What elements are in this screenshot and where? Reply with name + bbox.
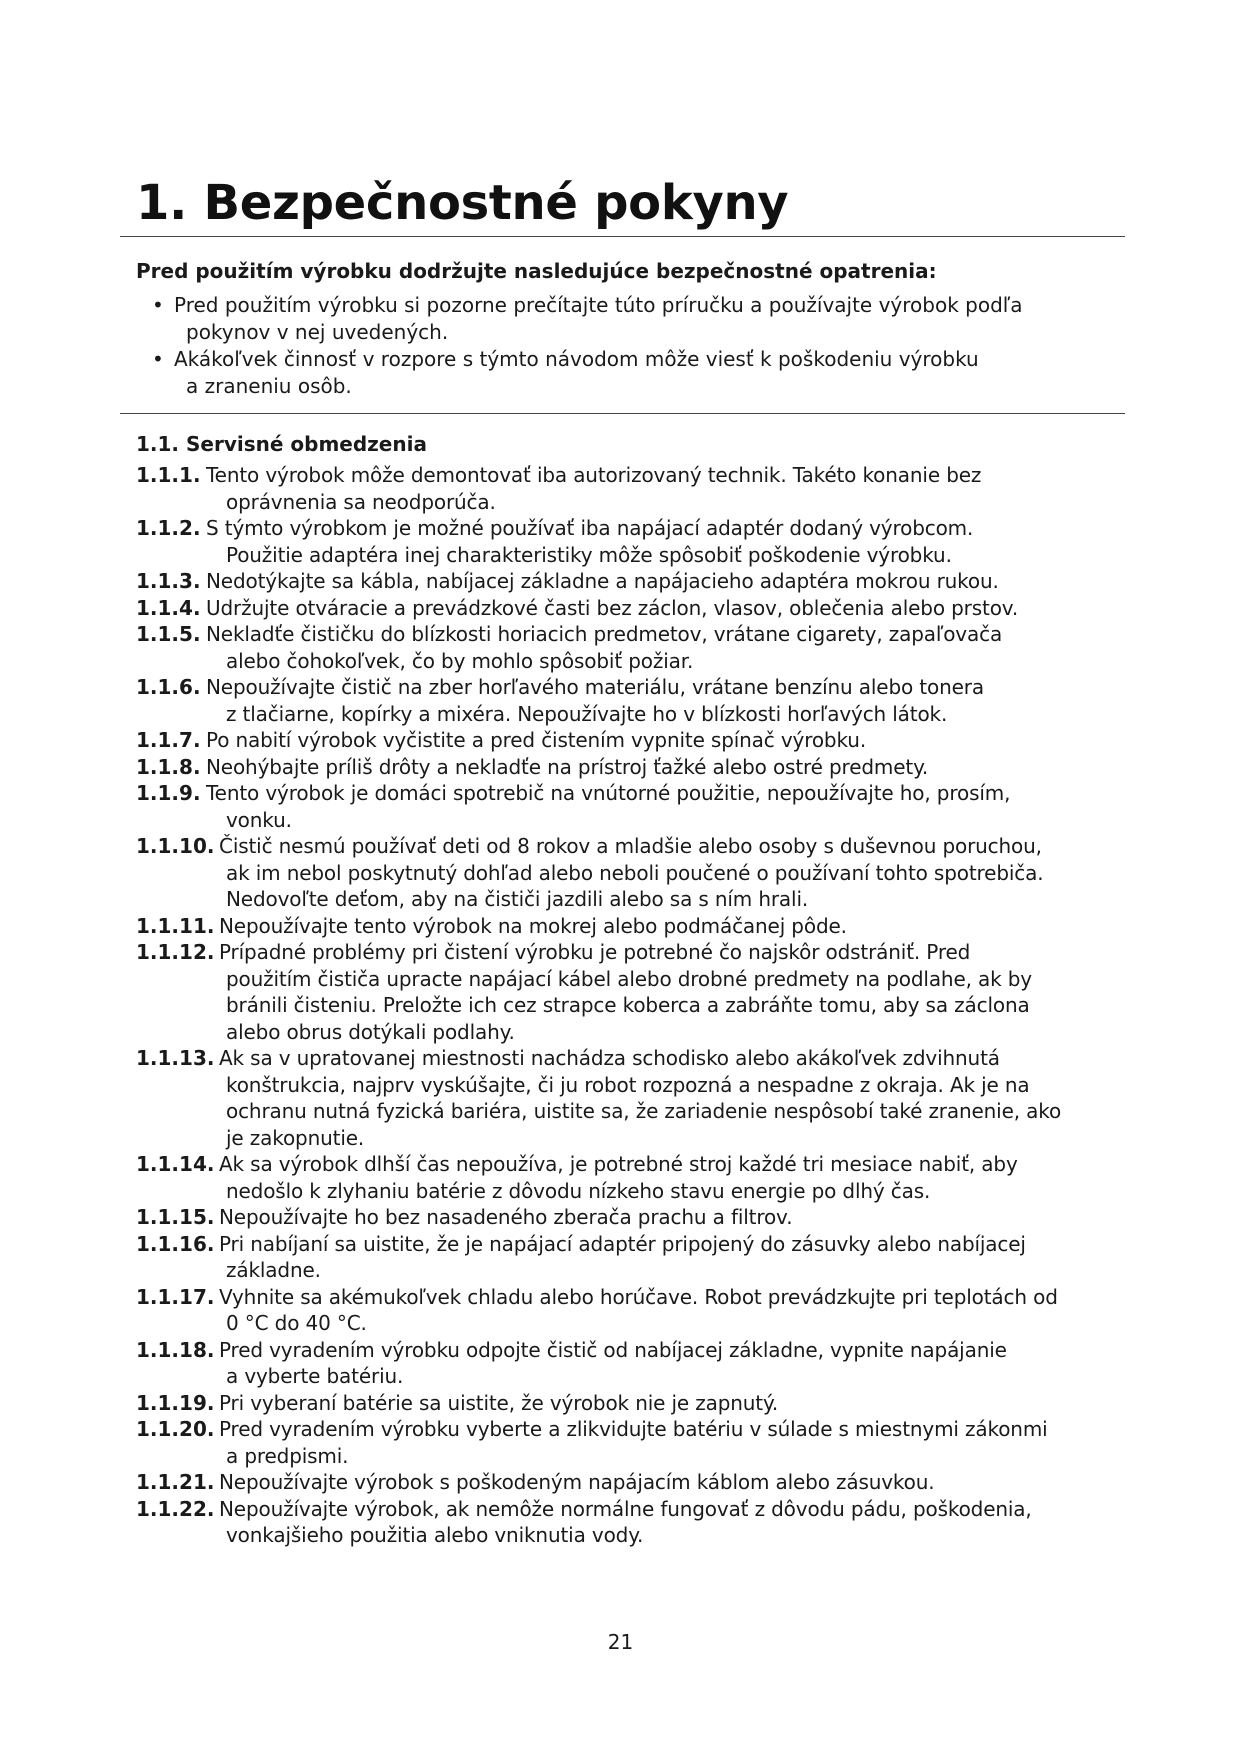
- item-text: Nedotýkajte sa kábla, nabíjacej základne a napájacieho adaptéra mokrou rukou.: [206, 569, 999, 593]
- list-item: [136, 568, 1126, 595]
- item-number: 1.1.22.: [136, 1496, 215, 1521]
- item-text: S týmto výrobkom je možné používať iba napájací adaptér dodaný výrobcom.: [206, 516, 974, 540]
- bullet-item: [136, 346, 1056, 400]
- item-text-continued: základne.: [226, 1258, 321, 1282]
- page-title: 1. Bezpečnostné pokyny: [136, 175, 789, 231]
- item-number: 1.1.8.: [136, 754, 201, 779]
- item-number: 1.1.20.: [136, 1417, 215, 1441]
- list-item: [136, 621, 1126, 674]
- item-text: Pri nabíjaní sa uistite, že je napájací adaptér pripojený do zásuvky alebo nabíjacej: [219, 1231, 1026, 1256]
- list-item: [136, 1204, 1126, 1231]
- item-text: Nepoužívajte čistič na zber horľavého materiálu, vrátane benzínu alebo tonera: [206, 675, 984, 699]
- list-item: [136, 1469, 1126, 1496]
- item-text: Čistič nesmú používať deti od 8 rokov a mladšie alebo osoby s duševnou poruchou,: [219, 834, 1042, 858]
- section-divider: [120, 413, 1125, 414]
- list-item: [136, 462, 1126, 515]
- item-text-continued: ak im nebol poskytnutý dohľad alebo neboli poučené o používaní tohto spotrebiča.: [226, 860, 1044, 885]
- item-number: 1.1.4.: [136, 595, 201, 620]
- item-text-continued: z tlačiarne, kopírky a mixéra. Nepoužívajte ho v blízkosti horľavých látok.: [226, 701, 948, 726]
- page-number: 21: [607, 1630, 634, 1654]
- item-number: 1.1.19.: [136, 1390, 215, 1415]
- bullet-text-continued: pokynov v nej uvedených.: [186, 320, 449, 344]
- item-number: 1.1.18.: [136, 1337, 215, 1362]
- list-item: [136, 1151, 1126, 1204]
- intro-heading: Pred použitím výrobku dodržujte nasledujúce bezpečnostné opatrenia:: [136, 259, 937, 283]
- bullet-icon: •: [152, 293, 164, 317]
- bullet-text-continued: a zraneniu osôb.: [186, 374, 352, 398]
- list-item: [136, 1045, 1126, 1151]
- item-text: Pred vyradením výrobku odpojte čistič od nabíjacej základne, vypnite napájanie: [219, 1337, 1007, 1362]
- item-number: 1.1.6.: [136, 675, 201, 699]
- item-number: 1.1.16.: [136, 1231, 215, 1256]
- item-text: Pred vyradením výrobku vyberte a zlikvidujte batériu v súlade s miestnymi zákonmi: [219, 1417, 1048, 1441]
- item-number: 1.1.10.: [136, 834, 215, 858]
- item-text: Ak sa výrobok dlhší čas nepoužíva, je potrebné stroj každé tri mesiace nabiť, aby: [219, 1152, 1018, 1176]
- item-number: 1.1.21.: [136, 1470, 215, 1494]
- list-item: [136, 1284, 1126, 1337]
- item-number: 1.1.11.: [136, 913, 215, 938]
- item-text: Neohýbajte príliš drôty a nekladťe na prístroj ťažké alebo ostré predmety.: [206, 754, 929, 779]
- service-restrictions-section: [136, 428, 1126, 1549]
- item-text: Vyhnite sa akémukoľvek chladu alebo horúčave. Robot prevádzkujte pri teplotách od: [219, 1284, 1058, 1309]
- list-item: [136, 674, 1126, 727]
- item-number: 1.1.15.: [136, 1205, 215, 1229]
- item-number: 1.1.17.: [136, 1284, 215, 1309]
- item-number: 1.1.12.: [136, 940, 215, 964]
- item-text: Nepoužívajte výrobok s poškodeným napájacím káblom alebo zásuvkou.: [219, 1470, 935, 1494]
- item-number: 1.1.2.: [136, 516, 201, 540]
- item-text-continued: alebo obrus dotýkali podlahy.: [226, 1019, 515, 1044]
- item-number: 1.1.5.: [136, 622, 201, 646]
- item-text-continued: konštrukcia, najprv vyskúšajte, či ju robot rozpozná a nespadne z okraja. Ak je na: [226, 1072, 1030, 1097]
- item-text-continued: je zakopnutie.: [226, 1125, 365, 1150]
- item-text: Ak sa v upratovanej miestnosti nachádza schodisko alebo akákoľvek zdvihnutá: [219, 1046, 1000, 1070]
- list-item: [136, 1416, 1126, 1469]
- bullet-icon: •: [152, 347, 164, 371]
- item-text: Udržujte otváracie a prevádzkové časti bez záclon, vlasov, oblečenia alebo prstov.: [206, 595, 1019, 620]
- list-item: [136, 595, 1126, 622]
- item-text: Tento výrobok môže demontovať iba autorizovaný technik. Takéto konanie bez: [206, 463, 982, 487]
- item-number: 1.1.14.: [136, 1152, 215, 1176]
- list-item: [136, 1337, 1126, 1390]
- list-item: [136, 1390, 1126, 1417]
- item-list: [136, 462, 1126, 1549]
- item-text-continued: použitím čističa upracte napájací kábel alebo drobné predmety na podlahe, ak by: [226, 966, 1032, 991]
- list-item: [136, 1231, 1126, 1284]
- list-item: [136, 833, 1126, 913]
- section-heading: 1.1. Servisné obmedzenia: [136, 432, 427, 456]
- item-text-continued: a predpismi.: [226, 1443, 349, 1468]
- item-text-continued: 0 °C do 40 °C.: [226, 1311, 367, 1335]
- item-number: 1.1.1.: [136, 463, 201, 487]
- item-text-continued: vonku.: [226, 807, 292, 832]
- bullet-text: Pred použitím výrobku si pozorne prečítajte túto príručku a používajte výrobok podľa: [174, 293, 1023, 317]
- item-text: Prípadné problémy pri čistení výrobku je potrebné čo najskôr odstrániť. Pred: [219, 940, 971, 964]
- list-item: [136, 780, 1126, 833]
- intro-block: [136, 256, 1116, 400]
- item-text: Nepoužívajte výrobok, ak nemôže normálne fungovať z dôvodu pádu, poškodenia,: [219, 1496, 1032, 1521]
- item-text: Pri vyberaní batérie sa uistite, že výrobok nie je zapnutý.: [219, 1390, 779, 1415]
- item-text: Nepoužívajte ho bez nasadeného zberača prachu a filtrov.: [219, 1205, 793, 1229]
- bullet-text: Akákoľvek činnosť v rozpore s týmto návodom môže viesť k poškodeniu výrobku: [174, 347, 979, 371]
- item-text: Nekladťe čističku do blízkosti horiacich predmetov, vrátane cigarety, zapaľovača: [206, 622, 1003, 646]
- item-text: Po nabití výrobok vyčistite a pred čistením vypnite spínač výrobku.: [206, 728, 867, 752]
- list-item: [136, 515, 1126, 568]
- item-text-continued: vonkajšieho použitia alebo vniknutia vody.: [226, 1523, 644, 1547]
- list-item: [136, 754, 1126, 781]
- item-text-continued: a vyberte batériu.: [226, 1364, 404, 1388]
- list-item: [136, 939, 1126, 1045]
- item-number: 1.1.9.: [136, 781, 201, 805]
- item-number: 1.1.13.: [136, 1046, 215, 1070]
- item-text: Tento výrobok je domáci spotrebič na vnútorné použitie, nepoužívajte ho, prosím,: [206, 781, 1011, 805]
- list-item: [136, 1496, 1126, 1549]
- item-text-continued: alebo čohokoľvek, čo by mohlo spôsobiť požiar.: [226, 648, 694, 673]
- item-text-continued: Nedovoľte deťom, aby na čističi jazdili alebo sa s ním hrali.: [226, 887, 809, 911]
- list-item: [136, 727, 1126, 754]
- item-text-continued: Použitie adaptéra inej charakteristiky môže spôsobiť poškodenie výrobku.: [226, 542, 952, 567]
- item-text-continued: bránili čisteniu. Preložte ich cez strapce koberca a zabráňte tomu, aby sa záclona: [226, 993, 1030, 1017]
- item-text: Nepoužívajte tento výrobok na mokrej alebo podmáčanej pôde.: [219, 913, 847, 938]
- list-item: [136, 913, 1126, 940]
- item-text-continued: ochranu nutná fyzická bariéra, uistite sa, že zariadenie nespôsobí také zranenie, ako: [226, 1099, 1062, 1123]
- item-number: 1.1.3.: [136, 569, 201, 593]
- item-text-continued: oprávnenia sa neodporúča.: [226, 489, 496, 514]
- bullet-item: [136, 292, 1056, 346]
- item-text-continued: nedošlo k zlyhaniu batérie z dôvodu nízkeho stavu energie po dlhý čas.: [226, 1178, 931, 1203]
- title-divider: [120, 236, 1125, 237]
- item-number: 1.1.7.: [136, 728, 201, 752]
